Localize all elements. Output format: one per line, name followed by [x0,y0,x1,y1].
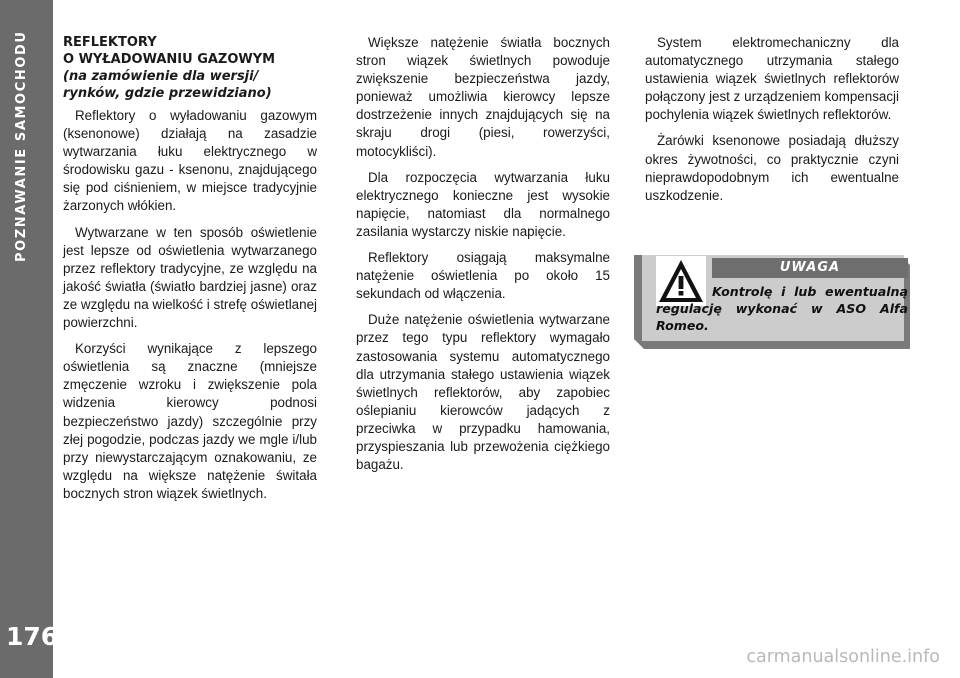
watermark: carmanualsonline.info [746,647,940,667]
paragraph: Reflektory o wyładowaniu gazowym (ksenonowe) działają na zasadzie wytwarzania łuku elektrycznego w środowisku gazu - ksenonu, znajdującego się pod ciśnieniem, w miejsce tradycyjnie żarzonych włókien. [63,108,317,214]
column-3 [645,34,899,213]
paragraph: Duże natężenie oświetlenia wytwarzane przez tego typu reflektory wymagało zastosowania systemu automatycznego dla utrzymania stałego ustawienia wiązek świetlnych reflektorów, aby zapobiec oślepianiu kierowców jadących z przeciwka w przypadku hamowania, przyspieszania lub przewożenia ciężkiego bagażu. [356,312,610,473]
section-title: POZNAWANIE SAMOCHODU [14,30,29,262]
paragraph: Reflektory osiągają maksymalne natężenie oświetlenia po około 15 sekundach od włączenia. [356,250,610,302]
paragraph: Dla rozpoczęcia wytwarzania łuku elektrycznego konieczne jest wysokie napięcie, natomiast dla normalnego zasilania wystarczy niskie napięcie. [356,169,610,239]
paragraph: System elektromechaniczny dla automatycznego utrzymania stałego ustawienia wiązek świetlnych reflektorów połączony jest z urządzeniem kompensacji pochylenia wiązek świetlnych reflektorów. [645,35,899,123]
paragraph: Większe natężenie światła bocznych stron wiązek świetlnych powoduje zwiększenie bezpieczeństwa jazdy, ponieważ umożliwia kierowcy lepsze dostrzeżenie innych znajdujących się na skraju drogi (piesi, rowerzyści, motocykliści). [356,35,610,159]
column-1 [63,34,317,511]
column-2 [356,34,610,482]
warning-label: UWAGA [712,258,908,278]
paragraph: Żarówki ksenonowe posiadają dłuższy okres żywotności, co praktycznie czyni nieprawdopodobnym ich ewentualne uszkodzenie. [645,133,899,203]
warning-box [634,255,910,349]
heading-line-1: REFLEKTORY [63,35,157,50]
page-number: 176 [6,622,59,651]
section-heading [63,34,317,102]
heading-line-2: O WYŁADOWANIU GAZOWYM [63,52,276,67]
warning-text: Kontrolę i lub ewentualną regulację wykonać w ASO Alfa Romeo. [656,284,908,333]
heading-line-4: rynków, gdzie przewidziano) [63,86,272,101]
paragraph: Korzyści wynikające z lepszego oświetlenia są znaczne (mniejsze zmęczenie wzroku i zwiększenie pola widzenia kierowcy podnosi bezpieczeństwo jazdy) szczególnie przy złej pogodzie, podczas jazdy we mgle i/lub przy niewystarczającym oznakowaniu, ze względu na większe natężenie świtała bocznych stron wiązek świetlnych. [63,341,317,501]
sidebar [0,0,59,678]
warning-panel [642,255,908,341]
paragraph: Wytwarzane w ten sposób oświetlenie jest lepsze od oświetlenia wytwarzanego przez reflektory tradycyjne, ze względu na jakość światła (światło bardziej jasne) oraz ze względu na wielkość i strefę oświetlanej powierzchni. [63,224,317,331]
heading-line-3: (na zamówienie dla wersji/ [63,69,259,84]
